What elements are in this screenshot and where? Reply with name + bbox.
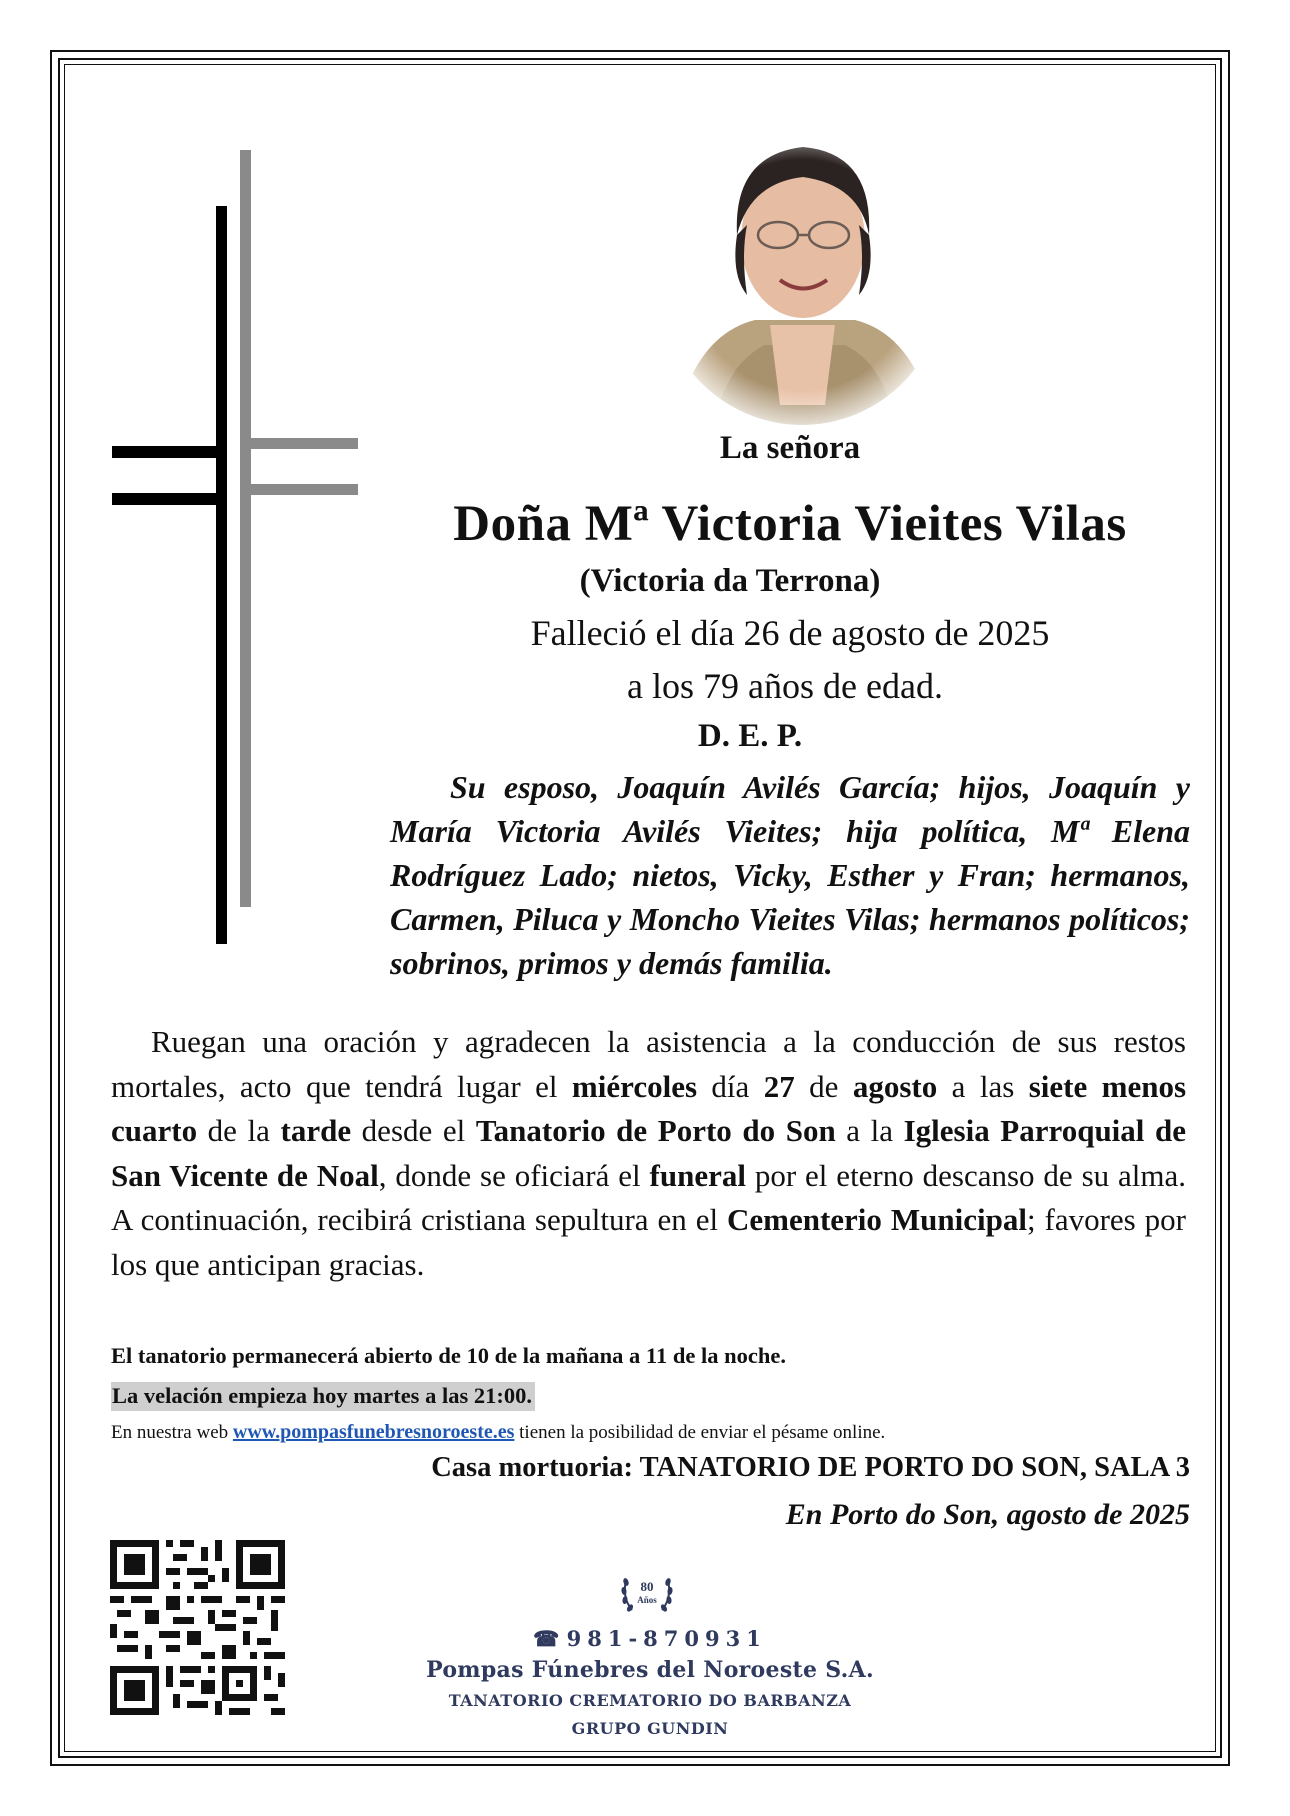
deceased-name: Doña Mª Victoria Vieites Vilas [453, 496, 1127, 552]
phone-icon: ☎ [533, 1626, 567, 1651]
phone-number: ☎ 981-870931 [533, 1626, 767, 1651]
place-date: En Porto do Son, agosto de 2025 [785, 1498, 1190, 1531]
qr-code[interactable] [110, 1540, 285, 1715]
web-condolences: En nuestra web www.pompasfunebresnoroeste.es tienen la posibilidad de enviar el pésame online. [111, 1421, 886, 1443]
deceased-portrait [655, 125, 950, 425]
badge-number: 80 [640, 1579, 654, 1594]
crematorium-name: TANATORIO CREMATORIO DO BARBANZA [448, 1691, 852, 1710]
rip-text: D. E. P. [697, 718, 803, 754]
anniversary-badge [618, 1560, 676, 1622]
group-name: GRUPO GUNDIN [571, 1719, 729, 1738]
company-name: Pompas Fúnebres del Noroeste S.A. [426, 1657, 874, 1683]
death-date: Falleció el día 26 de agosto de 2025 [530, 613, 1050, 653]
age-text: a los 79 años de edad. [627, 666, 943, 706]
intro-text: La señora [719, 430, 861, 466]
family-list: Su esposo, Joaquín Avilés García; hijos, Joaquín y María Victoria Avilés Vieites; hija política, Mª Elena Rodríguez Lado; nietos, Vicky, Esther y Fran; hermanos, Carmen, Piluca y Moncho Vieites Vilas; hermanos políticos; sobrinos, primos y demás familia. [390, 769, 1190, 981]
funeral-details: Ruegan una oración y agradecen la asistencia a la conducción de sus restos mortales, acto que tendrá lugar el miércoles día 27 de agosto a las siete menos cuarto de la tarde desde el Tanatorio de Porto do Son a la Iglesia Parroquial de San Vicente de Noal, donde se oficiará el funeral por el eterno descanso de su alma. A continuación, recibirá cristiana sepultura en el Cementerio Municipal; favores por los que anticipan gracias. [111, 1024, 1187, 1282]
website-link[interactable]: www.pompasfunebresnoroeste.es [232, 1421, 515, 1443]
opening-hours: El tanatorio permanecerá abierto de 10 de la mañana a 11 de la noche. [111, 1343, 786, 1368]
deceased-alias: (Victoria da Terrona) [579, 563, 881, 599]
badge-word: Años [637, 1595, 657, 1605]
cross-icon [110, 150, 370, 990]
vigil-notice: La velación empieza hoy martes a las 21:00. [111, 1382, 535, 1411]
funeral-home: Casa mortuoria: TANATORIO DE PORTO DO SON, SALA 3 [431, 1452, 1190, 1483]
